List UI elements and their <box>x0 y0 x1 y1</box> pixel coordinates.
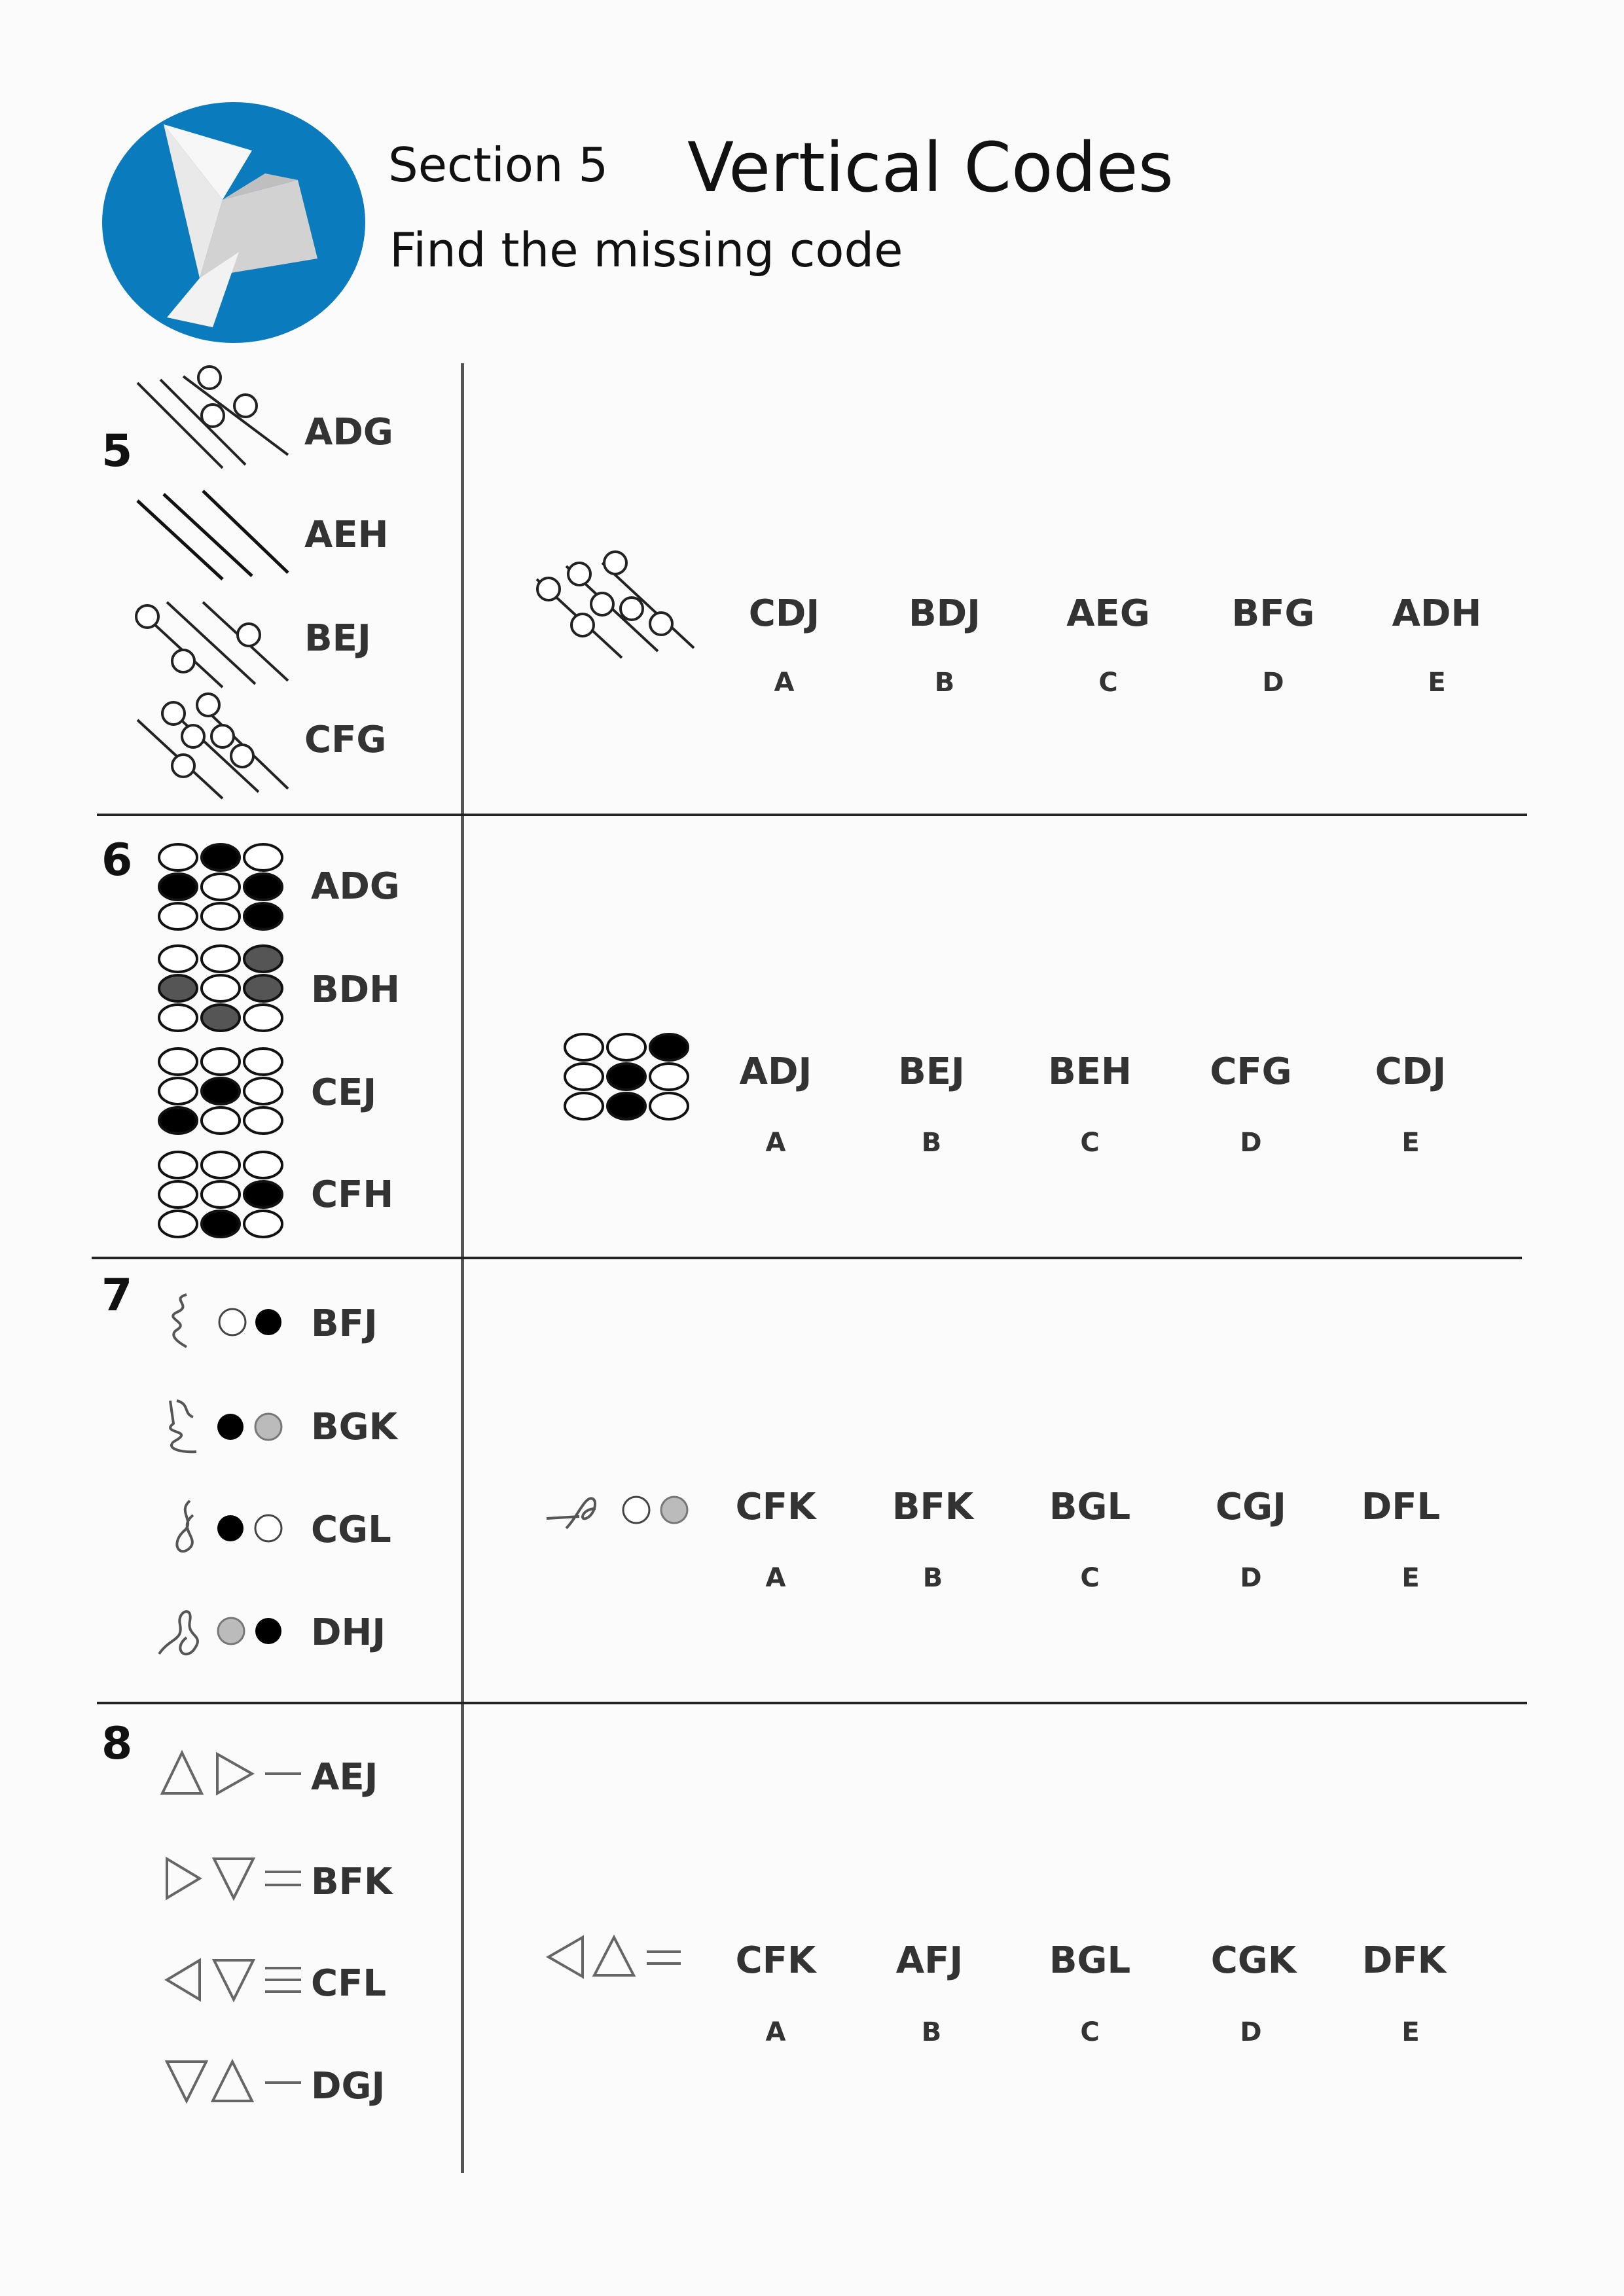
example-code: AEJ <box>311 1756 378 1799</box>
squiggle-dots-figure <box>154 1598 295 1664</box>
answer-option-code[interactable]: DFK <box>1362 1939 1447 1982</box>
question-number: 6 <box>101 834 133 886</box>
answer-option-letter[interactable]: A <box>765 2017 786 2047</box>
shapes-figure <box>160 1852 308 1905</box>
answer-option-letter[interactable]: B <box>921 2017 942 2047</box>
answer-option-letter[interactable]: B <box>934 668 955 698</box>
answer-option-letter[interactable]: D <box>1240 2017 1262 2047</box>
lines-circles-figure <box>131 589 301 694</box>
answer-option-letter[interactable]: A <box>765 1128 786 1158</box>
example-code: BFK <box>311 1861 393 1903</box>
example-code: CGL <box>311 1509 391 1551</box>
lines-circles-figure <box>131 363 301 475</box>
answer-option-code[interactable]: CDJ <box>1375 1050 1447 1093</box>
example-code: BFJ <box>311 1302 378 1345</box>
squiggle-dots-figure <box>157 1394 295 1460</box>
answer-option-letter[interactable]: D <box>1262 668 1284 698</box>
example-code: CFG <box>304 719 387 761</box>
example-code: ADG <box>311 865 400 908</box>
example-code: CEJ <box>311 1071 377 1114</box>
oval-grid-figure <box>157 1149 285 1240</box>
answer-option-code[interactable]: CGJ <box>1216 1486 1286 1528</box>
row-divider <box>97 1702 1527 1704</box>
answer-option-letter[interactable]: C <box>1080 2017 1100 2047</box>
answer-option-code[interactable]: AFJ <box>895 1939 964 1982</box>
answer-option-code[interactable]: BFG <box>1231 592 1315 635</box>
example-code: BGK <box>311 1406 398 1448</box>
example-code: DHJ <box>311 1611 386 1654</box>
shapes-figure <box>160 2055 308 2108</box>
example-code: DGJ <box>311 2065 386 2108</box>
answer-option-letter[interactable]: E <box>1401 1128 1420 1158</box>
answer-option-code[interactable]: ADJ <box>739 1050 812 1093</box>
question-number: 8 <box>101 1718 133 1770</box>
answer-option-letter[interactable]: D <box>1240 1563 1262 1593</box>
answer-option-letter[interactable]: C <box>1080 1128 1100 1158</box>
column-divider <box>461 363 464 2173</box>
question-figure <box>543 1931 687 1983</box>
answer-option-letter[interactable]: B <box>921 1128 942 1158</box>
row-divider <box>92 1257 1522 1259</box>
answer-option-code[interactable]: BFK <box>892 1486 974 1528</box>
answer-option-letter[interactable]: C <box>1098 668 1118 698</box>
answer-option-letter[interactable]: E <box>1428 668 1446 698</box>
answer-option-letter[interactable]: A <box>774 668 795 698</box>
oval-grid-figure <box>157 1045 285 1137</box>
lines-circles-figure <box>131 691 301 802</box>
answer-option-code[interactable]: CGK <box>1210 1939 1297 1982</box>
example-code: CFL <box>311 1962 387 2005</box>
shapes-figure <box>160 1954 308 2006</box>
example-code: BDH <box>311 969 401 1011</box>
answer-option-code[interactable]: BEJ <box>898 1050 965 1093</box>
answer-option-letter[interactable]: A <box>765 1563 786 1593</box>
answer-option-letter[interactable]: C <box>1080 1563 1100 1593</box>
answer-option-letter[interactable]: E <box>1401 1563 1420 1593</box>
answer-option-code[interactable]: BGL <box>1049 1939 1131 1982</box>
squiggle-dots-figure <box>164 1289 295 1355</box>
answer-option-code[interactable]: CFG <box>1210 1050 1292 1093</box>
shapes-figure <box>157 1748 308 1800</box>
answer-option-code[interactable]: AEG <box>1066 592 1150 635</box>
row-divider <box>97 814 1527 816</box>
page-title: Vertical Codes <box>687 128 1174 207</box>
answer-option-code[interactable]: BDJ <box>908 592 981 635</box>
answer-option-code[interactable]: CFK <box>735 1486 816 1528</box>
answer-option-code[interactable]: DFL <box>1361 1486 1441 1528</box>
example-code: ADG <box>304 411 393 454</box>
answer-option-letter[interactable]: D <box>1240 1128 1262 1158</box>
example-code: AEH <box>304 514 389 556</box>
answer-option-code[interactable]: BEH <box>1048 1050 1132 1093</box>
answer-option-letter[interactable]: E <box>1401 2017 1420 2047</box>
instructions: Find the missing code <box>389 223 903 278</box>
origami-bird-icon <box>101 101 367 344</box>
lines-figure <box>131 481 301 586</box>
question-number: 7 <box>101 1270 133 1321</box>
answer-option-code[interactable]: CFK <box>735 1939 816 1982</box>
oval-grid-figure <box>157 942 285 1034</box>
section-label: Section 5 <box>388 137 609 192</box>
answer-option-code[interactable]: CDJ <box>748 592 820 635</box>
question-figure <box>543 1482 700 1541</box>
question-figure <box>530 547 700 664</box>
example-code: BEJ <box>304 617 371 660</box>
question-figure <box>563 1031 691 1122</box>
answer-option-code[interactable]: ADH <box>1392 592 1482 635</box>
squiggle-dots-figure <box>167 1496 298 1561</box>
oval-grid-figure <box>157 841 285 933</box>
answer-option-letter[interactable]: B <box>922 1563 943 1593</box>
question-number: 5 <box>101 425 133 477</box>
answer-option-code[interactable]: BGL <box>1049 1486 1131 1528</box>
example-code: CFH <box>311 1174 394 1216</box>
